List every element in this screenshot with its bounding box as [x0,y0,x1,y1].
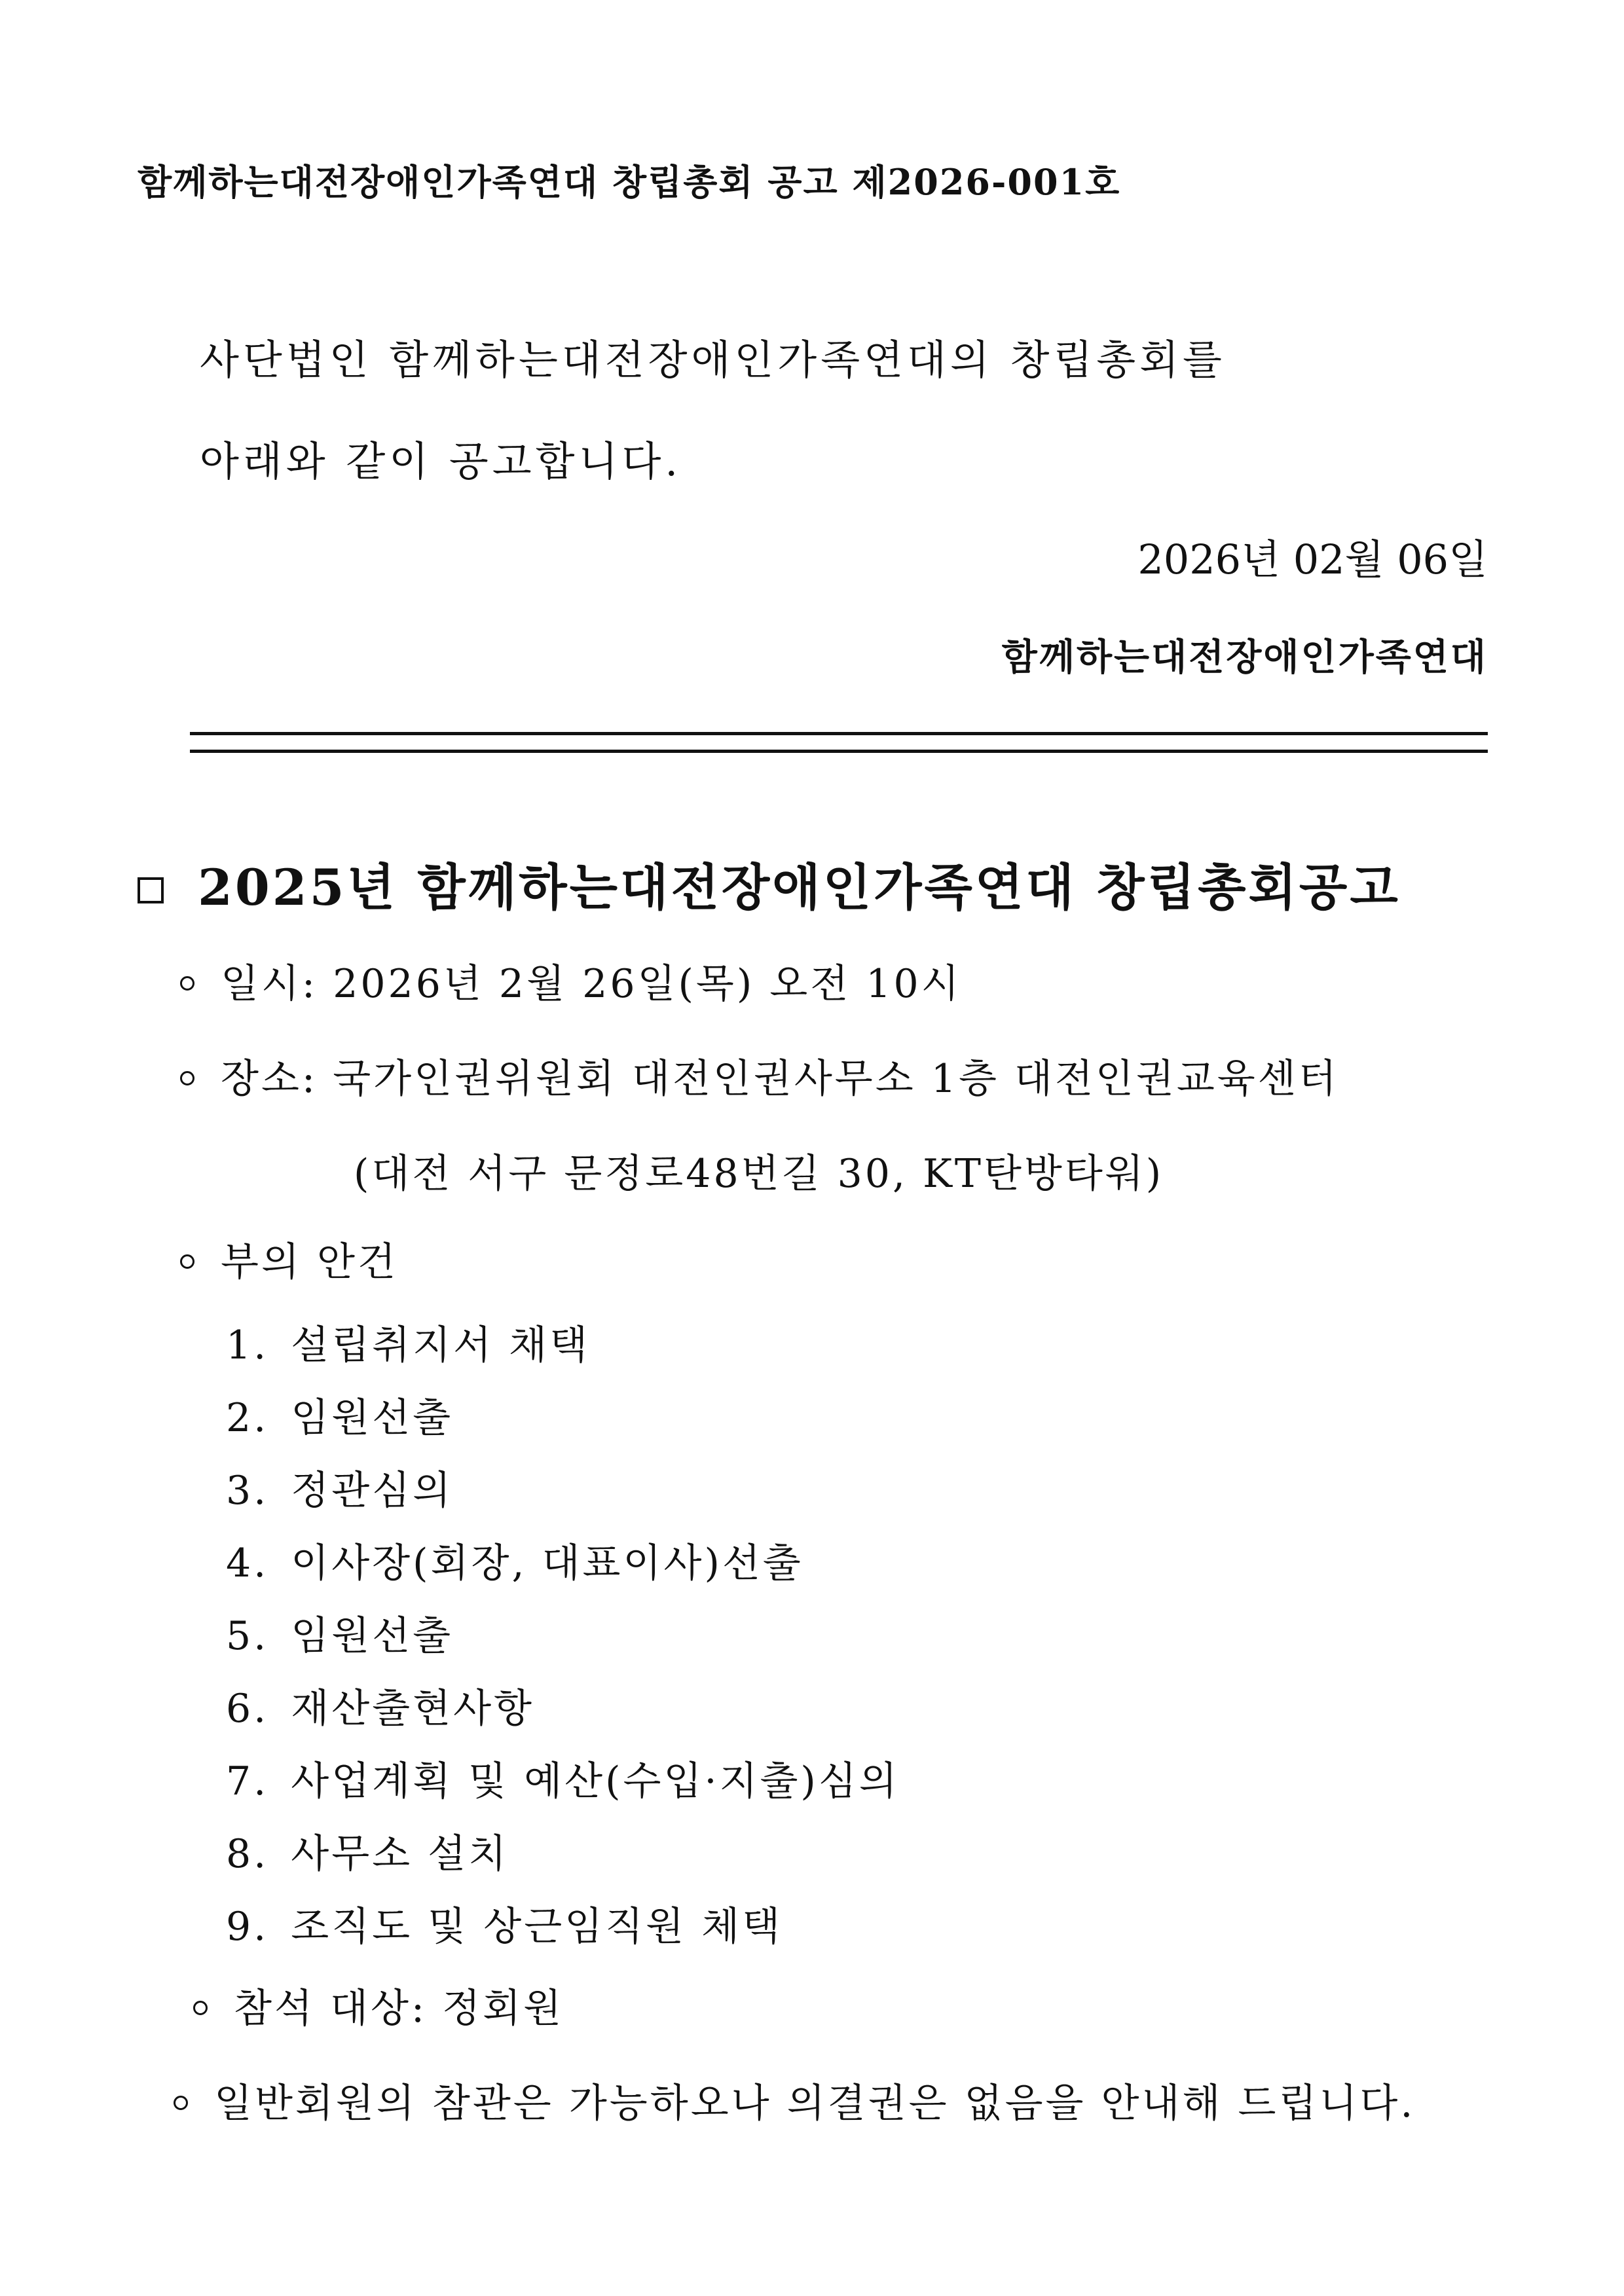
circle-bullet-icon [180,1071,194,1085]
circle-bullet-icon [174,2096,188,2110]
organization-name: 함께하는대전장애인가족연대 [1001,636,1488,679]
agenda-list [226,1319,900,1973]
section-title-text: 2025년 함께하는대전장애인가족연대 창립총회공고 [198,858,1401,917]
agenda-number: 1. [226,1322,269,1368]
circle-bullet-icon [180,1254,194,1269]
agenda-text: 임원선출 [291,1613,454,1659]
agenda-text: 설립취지서 채택 [291,1322,591,1368]
agenda-item [226,1755,900,1828]
agenda-text: 사업계획 및 예산(수입·지출)심의 [291,1758,900,1804]
agenda-number: 9. [226,1904,269,1950]
circle-bullet-icon [180,976,194,991]
observer-note-text: 일반회원의 참관은 가능하오나 의결권은 없음을 안내해 드립니다. [214,2081,1416,2126]
section-title [138,848,1401,919]
agenda-number: 3. [226,1468,269,1514]
agenda-item [226,1683,900,1755]
agenda-number: 8. [226,1831,269,1877]
agenda-number: 4. [226,1540,269,1586]
agenda-text: 재산출현사항 [291,1686,535,1732]
agenda-heading-text: 부의 안건 [221,1239,398,1285]
circle-bullet-icon [193,2001,208,2015]
datetime-item [180,953,962,1009]
agenda-number: 5. [226,1613,269,1659]
intro-line-1: 사단법인 함께하는대전장애인가족연대의 창립총회를 [200,336,1226,384]
attendees-item [193,1977,564,2033]
venue-item [180,1048,1339,1104]
notice-number-header: 함께하는대전장애인가족연대 창립총회 공고 제2026-001호 [138,161,1121,203]
agenda-number: 6. [226,1686,269,1732]
agenda-item [226,1610,900,1683]
agenda-text: 임원선출 [291,1395,454,1441]
agenda-item [226,1537,900,1610]
agenda-text: 사무소 설치 [291,1831,509,1877]
datetime-text: 일시: 2026년 2월 26일(목) 오전 10시 [221,961,962,1007]
agenda-item [226,1828,900,1901]
agenda-number: 7. [226,1758,269,1804]
agenda-number: 2. [226,1395,269,1441]
venue-address: (대전 서구 문정로48번길 30, KT탄방타워) [354,1151,1164,1197]
agenda-item [226,1392,900,1465]
agenda-item [226,1901,900,1973]
agenda-heading-item [180,1231,398,1287]
venue-text: 장소: 국가인권위원회 대전인권사무소 1층 대전인권교육센터 [221,1056,1339,1102]
observer-note-item [174,2072,1415,2128]
agenda-text: 정관심의 [291,1468,454,1514]
announcement-date: 2026년 02월 06일 [1137,536,1488,583]
agenda-item [226,1319,900,1392]
intro-line-2: 아래와 같이 공고합니다. [200,437,682,485]
double-divider [190,732,1488,753]
checkbox-square-icon [138,877,164,903]
agenda-item [226,1465,900,1537]
agenda-text: 이사장(회장, 대표이사)선출 [291,1540,803,1586]
attendees-text: 참석 대상: 정회원 [234,1986,564,2032]
agenda-text: 조직도 및 상근임직원 체택 [291,1904,783,1950]
